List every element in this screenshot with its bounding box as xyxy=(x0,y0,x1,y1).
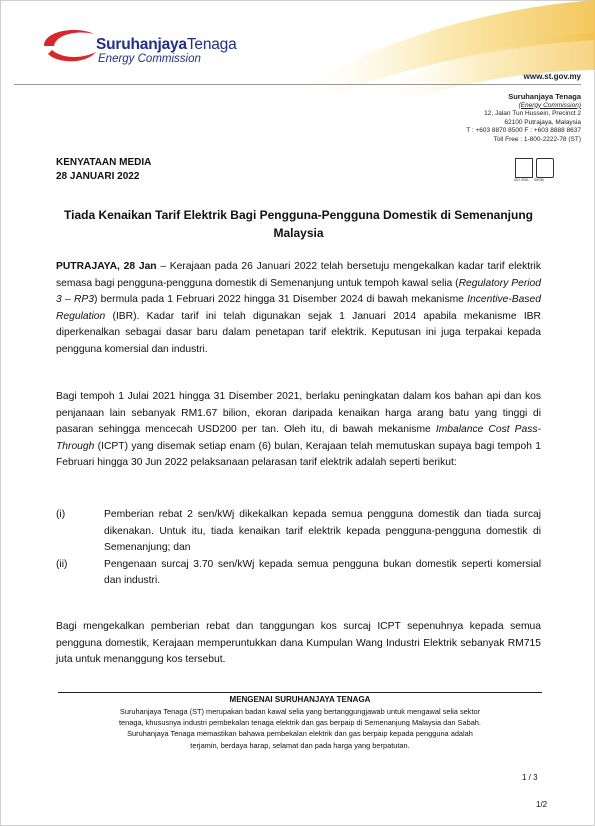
p1-rp3: Regulatory Period 3 – RP3 xyxy=(56,277,541,305)
media-statement-label xyxy=(56,156,151,184)
p2-icpt: Imbalance Cost Pass-Through xyxy=(56,424,541,452)
paragraph-4: Bagi mengekalkan pemberian rebat dan tanggungan kos surcaj ICPT sepenuhnya kepada semua pengguna domestik, Kerajaan memperuntukkan dana Kumpulan Wang Industri Elektrik sebanyak RM715 juta untuk menanggung kos tersebut. xyxy=(56,621,541,665)
address-line1: 12, Jalan Tun Hussein, Precinct 2 xyxy=(484,110,581,118)
about-line-4: terjamin, berdaya harap, selamat dan pada harga yang berpatutan. xyxy=(190,740,410,750)
list-item-text: Pengenaan surcaj 3.70 sen/kWj kepada semua pengguna bukan domestik seperti komersial dan industri. xyxy=(104,558,541,586)
address-org-en: (Energy Commission) xyxy=(518,101,581,109)
logo-subtitle: Energy Commission xyxy=(98,53,201,65)
page-number-document: 1/2 xyxy=(536,800,548,809)
p1-text-1: – Kerajaan pada 26 Januari 2022 telah bersetuju mengekalkan kadar tarif elektrik semasa bagi pengguna-pengguna domestik di Semenanjung untuk tempoh kawal selia ( xyxy=(56,261,541,289)
list-item-text: Pemberian rebat 2 sen/kWj dikekalkan kepada semua pengguna domestik dan tiada surcaj dikenakan. Untuk itu, tiada kenaikan tarif elektrik kepada pengguna-pengguna domestik di Semenanjung; dan xyxy=(104,509,541,553)
list-item xyxy=(56,557,541,590)
list-item xyxy=(56,507,541,557)
about-line-2: tenaga, khususnya industri pembekalan tenaga elektrik dan gas berpaip di Semenanjung Malaysia dan Sabah. xyxy=(119,718,481,728)
about-line-3: Suruhanjaya Tenaga memastikan bahawa pembekalan elektrik dan gas berpaip kepada pengguna adalah xyxy=(127,729,473,739)
about-title: MENGENAI SURUHANJAYA TENAGA xyxy=(229,695,371,704)
dateline: PUTRAJAYA, 28 Jan xyxy=(56,261,157,272)
page-number-viewer: 1 / 3 xyxy=(522,773,538,782)
document-title: Tiada Kenaikan Tarif Elektrik Bagi Pengguna-Pengguna Domestik di Semenanjung Malaysia xyxy=(64,208,533,240)
energy-commission-logo-icon xyxy=(38,24,98,68)
list-item-number: (i) xyxy=(56,509,66,520)
address-tollfree: Toll Free : 1-800-2222-78 (ST) xyxy=(493,135,581,143)
cert-label-sirim: SIRIM xyxy=(534,178,544,182)
p2-text-2: (ICPT) yang disemak setiap enam (6) bulan, Kerajaan telah memutuskan supaya bagi tempoh 1 Februari hingga 30 Jun 2022 pelaksanaan pelarasan tarif elektrik adalah seperti berikut: xyxy=(56,440,541,468)
header-swoosh-graphic xyxy=(248,0,595,96)
website-link[interactable]: www.st.gov.my xyxy=(523,72,581,81)
about-body xyxy=(62,706,538,751)
address-phone: T : +603 8870 8500 F : +603 8888 8637 xyxy=(466,127,581,135)
p2-text-1: Bagi tempoh 1 Julai 2021 hingga 31 Disember 2021, berlaku peningkatan dalam kos bahan api dan kos penjanaan lain sebanyak RM1.67 bilion, ekoran daripada kenaikan harga arang batu yang tinggi di pasaran sehingga mencecah USD200 per tan. Oleh itu, di bawah mekanisme xyxy=(56,391,541,435)
paragraph-1 xyxy=(56,259,541,358)
paragraph-2 xyxy=(56,389,541,472)
p1-text-3: (IBR). Kadar tarif ini telah digunakan sejak 1 Januari 2014 apabila mekanisme IBR diperkenalkan sebagai dasar baru dalam penetapan tarif elektrik. Keputusan ini juga terpakai kepada pengguna komersial dan industri. xyxy=(56,310,541,355)
p1-ibr: Incentive-Based Regulation xyxy=(56,294,541,322)
media-date: 28 JANUARI 2022 xyxy=(56,171,140,182)
iso-certification-icon xyxy=(515,158,533,178)
about-line-1: Suruhanjaya Tenaga (ST) merupakan badan kawal selia yang bertanggungjawab untuk mengawal selia sektor xyxy=(119,707,481,716)
media-label: KENYATAAN MEDIA xyxy=(56,157,152,168)
logo-title-sub: Tenaga xyxy=(186,36,237,53)
measures-list xyxy=(56,507,541,590)
address-line2: 62100 Putrajaya, Malaysia xyxy=(504,118,581,126)
cert-label-iso: ISO 9001 xyxy=(514,178,529,182)
logo-title xyxy=(96,36,237,54)
about-divider xyxy=(58,692,542,693)
list-item-number: (ii) xyxy=(56,558,68,570)
logo-title-main: Suruhanjaya xyxy=(96,36,187,53)
address-org: Suruhanjaya Tenaga xyxy=(508,92,581,101)
address-block xyxy=(361,93,581,145)
header-divider xyxy=(14,84,581,85)
sirim-certification-icon xyxy=(536,158,554,178)
p1-text-2: ) bermula pada 1 Februari 2022 hingga 31 Disember 2024 di bawah mekanisme xyxy=(94,294,468,305)
